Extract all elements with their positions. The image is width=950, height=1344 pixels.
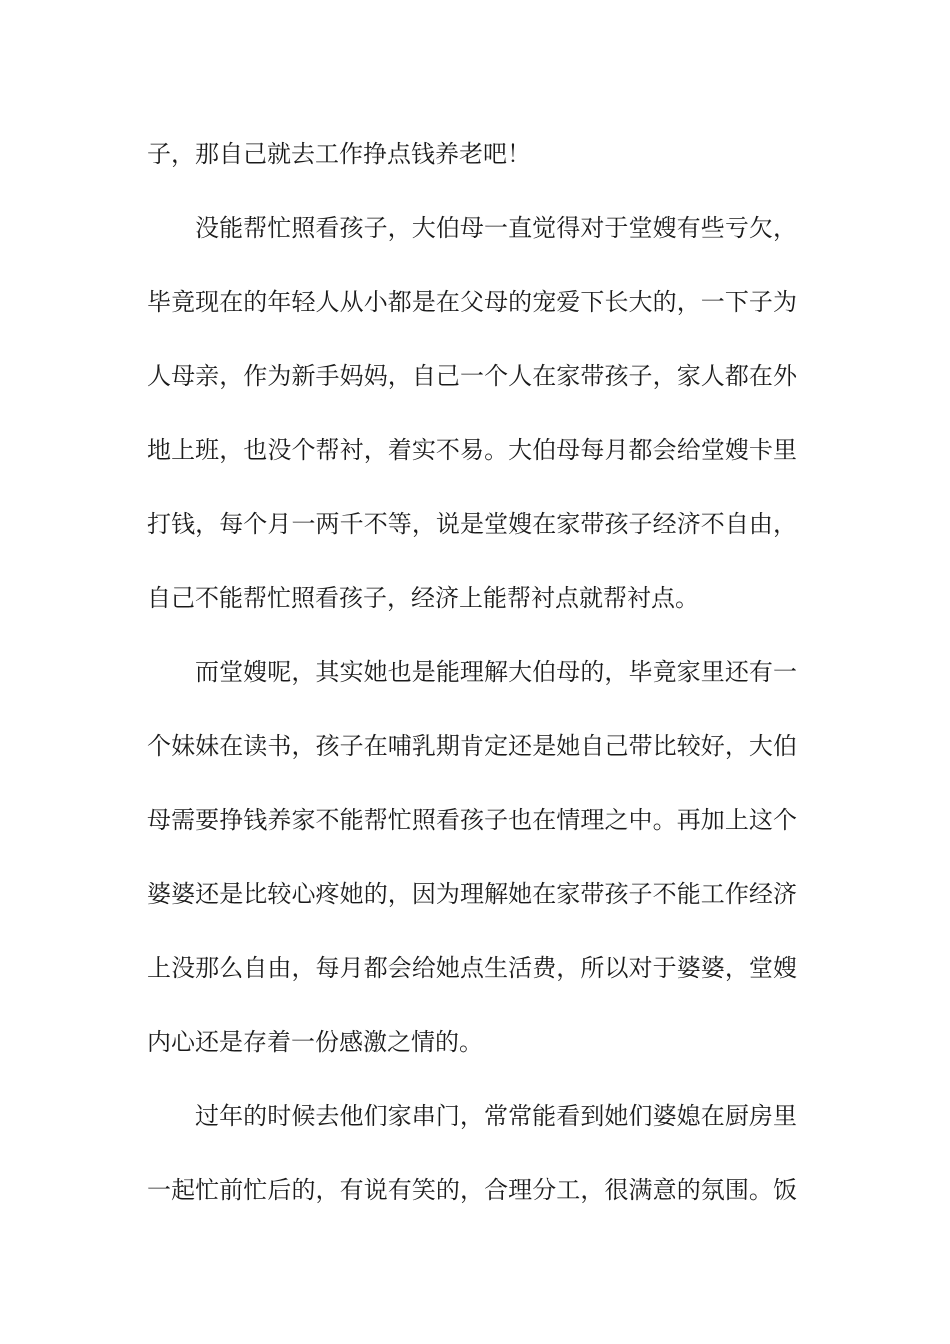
paragraph-line: 子，那自己就去工作挣点钱养老吧！	[147, 140, 531, 168]
paragraph-line: 自己不能帮忙照看孩子，经济上能帮衬点就帮衬点。	[147, 584, 699, 612]
paragraph-line: 个妹妹在读书，孩子在哺乳期肯定还是她自己带比较好，大伯	[147, 732, 797, 760]
paragraph-line: 过年的时候去他们家串门，常常能看到她们婆媳在厨房里	[195, 1102, 797, 1130]
paragraph-line: 一起忙前忙后的，有说有笑的，合理分工，很满意的氛围。饭	[147, 1176, 797, 1204]
paragraph-line: 而堂嫂呢，其实她也是能理解大伯母的，毕竟家里还有一	[195, 658, 797, 686]
paragraph-line: 毕竟现在的年轻人从小都是在父母的宠爱下长大的，一下子为	[147, 288, 797, 316]
paragraph-line: 内心还是存着一份感激之情的。	[147, 1028, 483, 1056]
paragraph-line: 婆婆还是比较心疼她的，因为理解她在家带孩子不能工作经济	[147, 880, 797, 908]
paragraph-line: 没能帮忙照看孩子，大伯母一直觉得对于堂嫂有些亏欠，	[195, 214, 797, 242]
paragraph-line: 打钱，每个月一两千不等，说是堂嫂在家带孩子经济不自由，	[147, 510, 797, 538]
paragraph-line: 地上班，也没个帮衬，着实不易。大伯母每月都会给堂嫂卡里	[147, 436, 797, 464]
paragraph-line: 人母亲，作为新手妈妈，自己一个人在家带孩子，家人都在外	[147, 362, 797, 390]
paragraph-line: 母需要挣钱养家不能帮忙照看孩子也在情理之中。再加上这个	[147, 806, 797, 834]
paragraph-line: 上没那么自由，每月都会给她点生活费，所以对于婆婆，堂嫂	[147, 954, 797, 982]
